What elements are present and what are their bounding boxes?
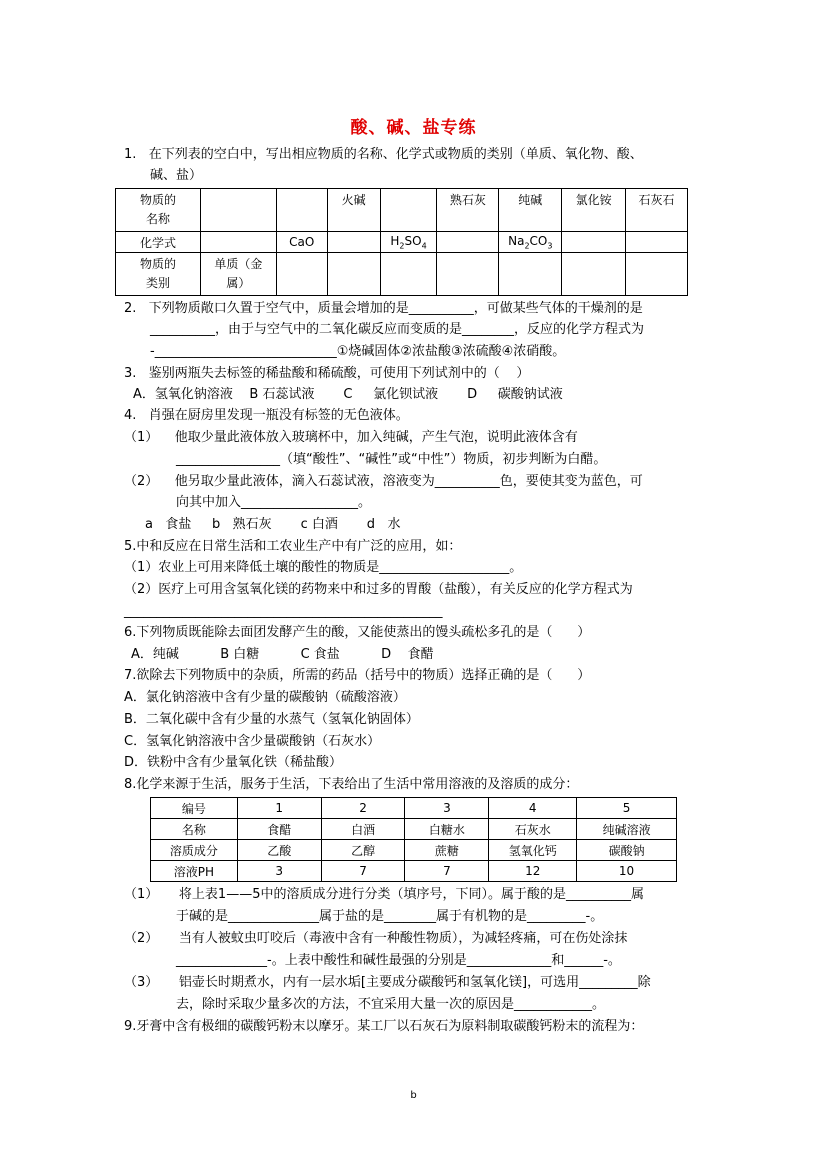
q4-line2: （1） 他取少量此液体放入玻璃杯中，加入纯碱，产生气泡，说明此液体含有: [124, 430, 578, 445]
q1-cell: 火碱: [327, 189, 380, 232]
q1-text-line2: 碱、盐）: [150, 168, 203, 183]
q6-line1: 6.下列物质既能除去面团发酵产生的酸，又能使蒸出的馒头疏松多孔的是（ ）: [124, 625, 591, 640]
q1-cell: 石灰石: [626, 189, 688, 232]
q8-cell: 10: [577, 861, 677, 882]
q1-cell: [276, 189, 327, 232]
q3-options: A．氢氧化钠溶液 B 石蕊试液 C 氯化钡试液 D 碳酸钠试液: [133, 387, 563, 402]
q8-line5: ______________-。上表中酸性和碱性最强的分别是_____________和______-。: [176, 953, 621, 968]
q1-table: [115, 188, 688, 296]
q8-cell: 食醋: [237, 819, 321, 840]
q8-line1: 8.化学来源于生活，服务于生活，下表给出了生活中常用溶液的及溶质的成分：: [124, 777, 579, 792]
q1-cell: [499, 253, 562, 296]
q8-cell: 2: [321, 798, 405, 819]
q1-cell: 氯化铵: [562, 189, 626, 232]
q9-line1: 9.牙膏中含有极细的碳酸钙粉末以摩牙。某工厂以石灰石为原料制取碳酸钙粉末的流程为：: [124, 1019, 644, 1034]
q4-line1: 4. 肖强在厨房里发现一瓶没有标签的无色液体。: [124, 408, 409, 423]
q2-line3: -____________________________①烧碱固体②浓盐酸③浓硫酸④浓硝酸。: [150, 344, 566, 359]
q8-cell: 7: [405, 861, 489, 882]
q8-line7: 去，除时采取少量多次的方法，不宜采用大量一次的原因是____________。: [176, 997, 606, 1012]
q2-line2: __________，由于与空气中的二氧化碳反应而变质的是________，反应的化学方程式为: [150, 322, 645, 337]
q1-cell: CaO: [276, 232, 327, 253]
q8-line2: （1） 将上表1——5中的溶质成分进行分类（填序号，下同）。属于酸的是__________属: [124, 887, 644, 902]
q8-cell: 3: [237, 861, 321, 882]
q7-line1: 7.欲除去下列物质中的杂质，所需的药品（括号中的物质）选择正确的是（ ）: [124, 668, 591, 683]
q1-cell: [200, 232, 276, 253]
q8-cell: 碳酸钠: [577, 840, 677, 861]
q1-cell-formula-na2co3: $Na_2CO_3$: [499, 232, 562, 253]
q1-cell: [276, 253, 327, 296]
q1-cell: [200, 189, 276, 232]
q8-cell: 7: [321, 861, 405, 882]
q1-cell: [437, 253, 499, 296]
q4-line5: 向其中加入__________________。: [176, 495, 372, 510]
q7-option-a: A．氯化钠溶液中含有少量的碳酸钠（硫酸溶液）: [124, 690, 406, 705]
q4-line3: ________________（填“酸性”、“碱性”或“中性”）物质，初步判断为白醋。: [176, 452, 607, 467]
q8-cell: 3: [405, 798, 489, 819]
q2-line1: 2. 下列物质敞口久置于空气中，质量会增加的是__________，可做某些气体的干燥剂的是: [124, 301, 643, 316]
q7-option-b: B．二氧化碳中含有少量的水蒸气（氢氧化钠固体）: [124, 712, 419, 727]
q8-cell: 溶质成分: [151, 840, 238, 861]
q8-cell: 乙酸: [237, 840, 321, 861]
q5-line2: （1）农业上可用来降低土壤的酸性的物质是____________________。: [124, 560, 523, 575]
q8-cell: 4: [489, 798, 577, 819]
q8-cell: 溶液PH: [151, 861, 238, 882]
q1-cell: 纯碱: [499, 189, 562, 232]
q6-options: A．纯碱 B 白糖 C 食盐 D 食醋: [131, 647, 434, 662]
q7-option-c: C．氢氧化钠溶液中含少量碳酸钠（石灰水）: [124, 734, 381, 749]
q8-cell: 纯碱溶液: [577, 819, 677, 840]
q1-cell: [380, 189, 437, 232]
q8-cell: 名称: [151, 819, 238, 840]
q8-cell: 氢氧化钙: [489, 840, 577, 861]
q1-cell: [380, 253, 437, 296]
q5-line1: 5.中和反应在日常生活和工农业生产中有广泛的应用，如：: [124, 539, 462, 554]
page-title: 酸、碱、盐专练: [350, 118, 477, 138]
q1-cell: 熟石灰: [437, 189, 499, 232]
q8-cell: 1: [237, 798, 321, 819]
q8-line4: （2） 当有人被蚊虫叮咬后（毒液中含有一种酸性物质），为减轻疼痛，可在伤处涂抹: [124, 931, 628, 946]
q8-cell: 5: [577, 798, 677, 819]
q1-cell: [626, 253, 688, 296]
q1-row-name-header: 物质的名称: [116, 189, 201, 232]
q1-cell: [437, 232, 499, 253]
q5-line3: （2）医疗上可用含氢氧化镁的药物来中和过多的胃酸（盐酸），有关反应的化学方程式为: [124, 582, 633, 597]
q1-row-formula-header: 化学式: [116, 232, 201, 253]
q8-cell: 12: [489, 861, 577, 882]
q8-table: [150, 797, 677, 882]
q8-line3: 于碱的是______________属于盐的是________属于有机物的是_________-。: [176, 909, 604, 924]
q4-options: a 食盐 b 熟石灰 c 白酒 d 水: [145, 517, 401, 532]
q1-cell: [327, 232, 380, 253]
q3-line1: 3. 鉴别两瓶失去标签的稀盐酸和稀硫酸，可使用下列试剂中的（ ）: [124, 366, 530, 381]
q1-cell: [562, 253, 626, 296]
q1-cell: [562, 232, 626, 253]
q4-line4: （2） 他另取少量此液体，滴入石蕊试液，溶液变为__________色，要使其变为蓝色，可: [124, 474, 643, 489]
q8-cell: 石灰水: [489, 819, 577, 840]
q1-cell: 单质（金属）: [200, 253, 276, 296]
q5-line4: _________________________________________________: [124, 604, 443, 619]
q8-cell: 乙醇: [321, 840, 405, 861]
q7-option-d: D．铁粉中含有少量氧化铁（稀盐酸）: [124, 755, 343, 770]
q1-row-type-header: 物质的类别: [116, 253, 201, 296]
q1-text-line1: 1. 在下列表的空白中，写出相应物质的名称、化学式或物质的类别（单质、氧化物、酸、: [124, 147, 643, 162]
q1-cell-formula-h2so4: $H_2SO_4$: [380, 232, 437, 253]
page-number: b: [410, 1090, 417, 1101]
q8-cell: 白酒: [321, 819, 405, 840]
q8-cell: 蔗糖: [405, 840, 489, 861]
q8-line6: （3） 铝壶长时期煮水，内有一层水垢[主要成分碳酸钙和氢氧化镁]，可选用_________除: [124, 975, 651, 990]
q1-cell: [626, 232, 688, 253]
q1-cell: [327, 253, 380, 296]
q8-cell: 编号: [151, 798, 238, 819]
q8-cell: 白糖水: [405, 819, 489, 840]
